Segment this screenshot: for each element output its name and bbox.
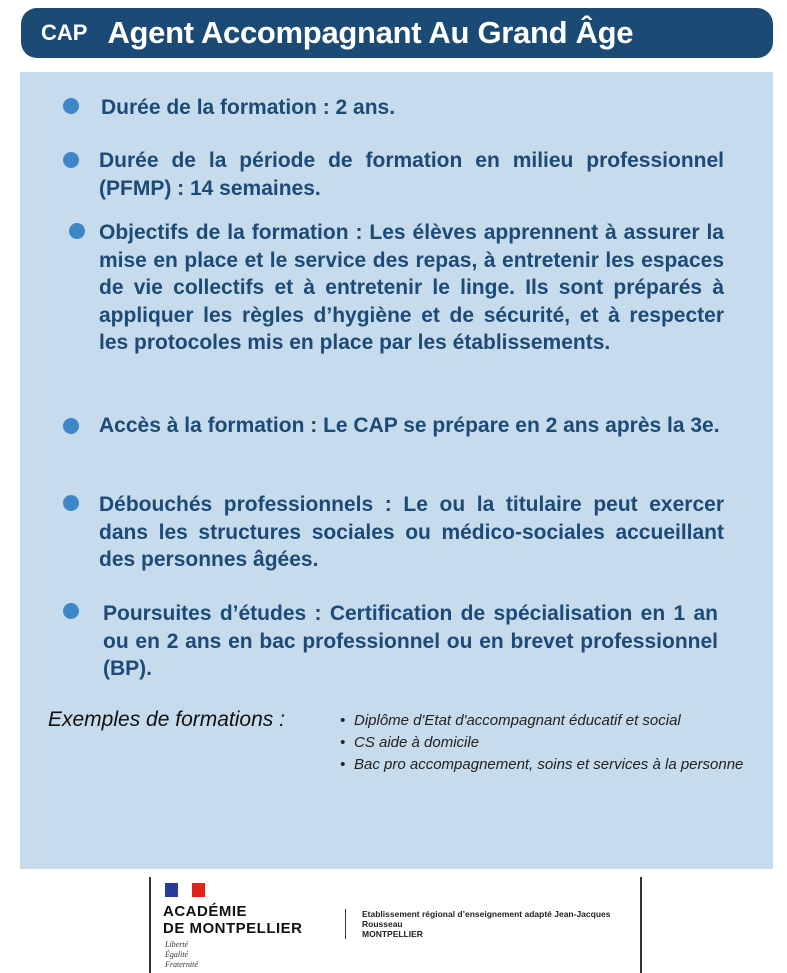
footer-divider bbox=[149, 877, 151, 973]
french-flag-logo bbox=[165, 883, 205, 897]
example-item: • CS aide à domicile bbox=[338, 732, 748, 754]
footer-separator bbox=[345, 909, 346, 939]
title-banner bbox=[21, 8, 773, 58]
example-item: • Diplôme d'Etat d'accompagnant éducatif et social bbox=[338, 710, 748, 732]
school-city: MONTPELLIER bbox=[362, 929, 423, 939]
page-title: Agent Accompagnant Au Grand Âge bbox=[107, 15, 634, 50]
academie-line2: DE MONTPELLIER bbox=[163, 920, 303, 937]
bullet-icon bbox=[69, 223, 85, 239]
bullet-icon bbox=[63, 98, 79, 114]
info-duration: Durée de la formation : 2 ans. bbox=[101, 96, 396, 119]
examples-label: Exemples de formations : bbox=[48, 708, 285, 731]
bullet-icon bbox=[63, 152, 79, 168]
info-pfmp: Durée de la période de formation en milieu professionnel (PFMP) : 14 semaines. bbox=[99, 149, 724, 200]
academie-logo-text bbox=[163, 903, 303, 937]
cap-label: CAP bbox=[41, 20, 88, 45]
school-name: Etablissement régional d’enseignement adapté Jean-Jacques Rousseau bbox=[362, 909, 611, 929]
motto-line: Liberté bbox=[165, 940, 189, 949]
examples-list bbox=[338, 710, 748, 776]
motto-line: Égalité bbox=[165, 950, 189, 959]
info-access: Accès à la formation : Le CAP se prépare en 2 ans après la 3e. bbox=[99, 414, 720, 437]
school-info bbox=[362, 909, 622, 939]
info-objectives: Objectifs de la formation : Les élèves apprennent à assurer la mise en place et le service des repas, à entretenir les espaces de vie collectifs et à entretenir le linge. Ils sont préparés à appliquer les règles d’hygiène et de sécurité, et à respecter les protocoles mis en place par les établissements. bbox=[99, 221, 724, 354]
footer-divider bbox=[640, 877, 642, 973]
info-careers: Débouchés professionnels : Le ou la titulaire peut exercer dans les structures sociales ou médico-sociales accueillant des personnes âgées. bbox=[99, 493, 724, 571]
bullet-icon bbox=[63, 418, 79, 434]
bullet-icon bbox=[63, 603, 79, 619]
info-further-studies: Poursuites d’études : Certification de spécialisation en 1 an ou en 2 ans en bac professionnel ou en brevet professionnel (BP). bbox=[103, 602, 718, 680]
motto-line: Fraternité bbox=[165, 960, 198, 969]
bullet-icon bbox=[63, 495, 79, 511]
motto bbox=[165, 940, 198, 970]
academie-line1: ACADÉMIE bbox=[163, 903, 248, 920]
example-item: • Bac pro accompagnement, soins et services à la personne bbox=[338, 754, 748, 776]
